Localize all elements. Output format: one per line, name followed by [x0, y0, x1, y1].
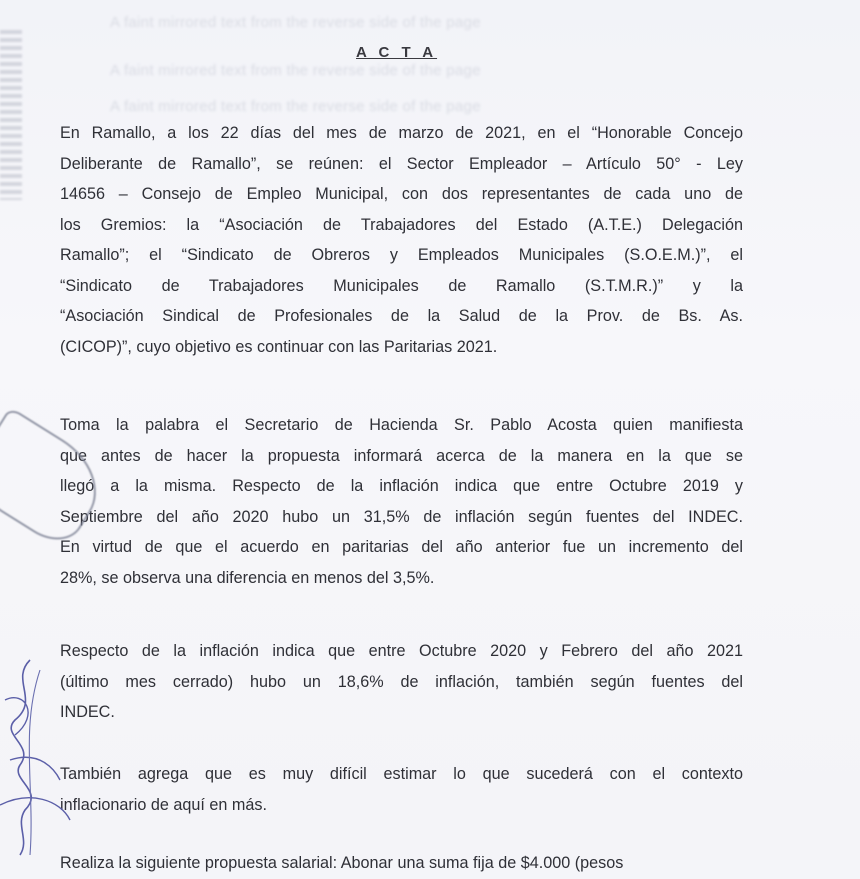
text-line: (CICOP)”, cuyo objetivo es continuar con las Paritarias 2021.: [60, 337, 498, 356]
text-line: inflacionario de aquí en más.: [60, 795, 267, 814]
text-line: llegó a la misma. Respecto de la inflación indica que entre Octubre 2019 y: [60, 477, 743, 495]
bleed-through-line: A faint mirrored text from the reverse side of the page: [110, 98, 481, 115]
text-line: También agrega que es muy difícil estimar lo que sucederá con el contexto: [60, 765, 743, 783]
paragraph-inflation-2019-2020: [60, 410, 743, 593]
text-line: Ramallo”; el “Sindicato de Obreros y Empleados Municipales (S.O.E.M.)”, el: [60, 246, 743, 264]
text-line: “Sindicato de Trabajadores Municipales de Ramallo (S.T.M.R.)” y la: [60, 276, 743, 295]
text-line: Deliberante de Ramallo”, se reúnen: el Sector Empleador – Artículo 50° - Ley: [60, 154, 743, 173]
paragraph-proposal: [60, 848, 743, 879]
text-line: 14656 – Consejo de Empleo Municipal, con dos representantes de cada uno de: [60, 185, 743, 203]
paragraph-intro: [60, 118, 743, 362]
text-line: que antes de hacer la propuesta informará acerca de la manera en la que se: [60, 446, 743, 465]
document-title: A C T A: [356, 44, 438, 61]
paragraph-context: [60, 759, 743, 820]
text-line: Realiza la siguiente propuesta salarial: Abonar una suma fija de $4.000 (pesos: [60, 854, 624, 872]
margin-stamp-top: [0, 30, 22, 200]
text-line: “Asociación Sindical de Profesionales de la Salud de la Prov. de Bs. As.: [60, 307, 743, 325]
text-line: Respecto de la inflación indica que entre Octubre 2020 y Febrero del año 2021: [60, 642, 743, 660]
text-line: Septiembre del año 2020 hubo un 31,5% de inflación según fuentes del INDEC.: [60, 507, 743, 526]
text-line: Toma la palabra el Secretario de Hacienda Sr. Pablo Acosta quien manifiesta: [60, 416, 743, 434]
text-line: los Gremios: la “Asociación de Trabajadores del Estado (A.T.E.) Delegación: [60, 215, 743, 234]
paragraph-inflation-2020-2021: [60, 636, 743, 728]
bleed-through-line: A faint mirrored text from the reverse side of the page: [110, 14, 481, 31]
text-line: INDEC.: [60, 703, 115, 721]
text-line: (último mes cerrado) hubo un 18,6% de inflación, también según fuentes del: [60, 672, 743, 691]
handwritten-signature-icon: [0, 640, 120, 860]
text-line: 28%, se observa una diferencia en menos del 3,5%.: [60, 568, 435, 587]
text-line: En Ramallo, a los 22 días del mes de marzo de 2021, en el “Honorable Concejo: [60, 124, 743, 142]
text-line: En virtud de que el acuerdo en paritarias del año anterior fue un incremento del: [60, 538, 743, 556]
bleed-through-line: A faint mirrored text from the reverse side of the page: [110, 62, 481, 79]
